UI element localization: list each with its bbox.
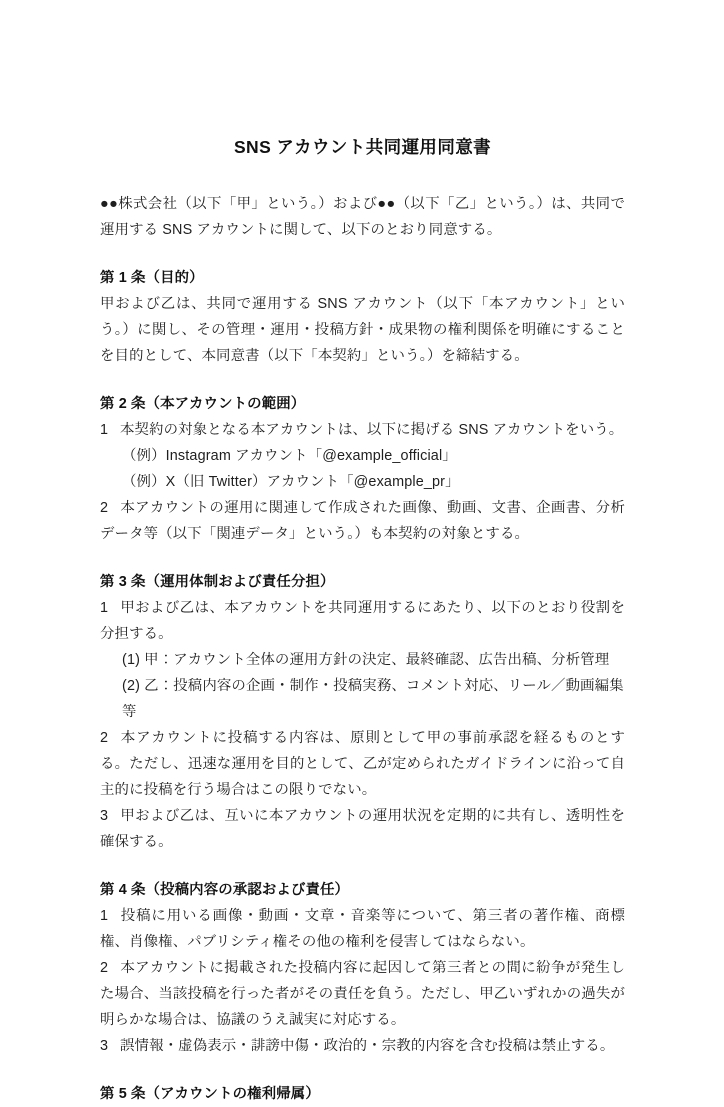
- item-number: 2: [100, 959, 109, 976]
- item-number: 1: [100, 599, 109, 616]
- article-3-item-1: [100, 595, 625, 647]
- page-title: SNS アカウント共同運用同意書: [233, 137, 492, 157]
- article-1-heading: 第 1 条（目的）: [100, 269, 204, 286]
- article-2-item-1: [100, 417, 625, 443]
- article-3-item-1-subitem-2: (2) 乙：投稿内容の企画・制作・投稿実務、コメント対応、リール／動画編集等: [122, 677, 624, 720]
- article-2-item-2: [100, 495, 625, 547]
- item-text: 甲および乙は、本アカウントを共同運用するにあたり、以下のとおり役割を分担する。: [100, 599, 625, 642]
- article-5-heading: 第 5 条（アカウントの権利帰属）: [100, 1085, 320, 1102]
- item-number: 3: [100, 807, 109, 824]
- document-content: [100, 0, 625, 1107]
- item-text: 投稿に用いる画像・動画・文章・音楽等について、第三者の著作権、商標権、肖像権、パブリシティ権その他の権利を侵害してはならない。: [100, 907, 625, 950]
- article-2-item-1-subitem-1: （例）Instagram アカウント「@example_official」: [122, 447, 457, 464]
- article-3: [100, 569, 625, 855]
- article-1: [100, 265, 625, 369]
- article-4-item-3: [100, 1033, 625, 1059]
- article-2: [100, 391, 625, 547]
- item-number: 2: [100, 729, 109, 746]
- article-1-body: 甲および乙は、共同で運用する SNS アカウント（以下「本アカウント」という。）に関し、その管理・運用・投稿方針・成果物の権利関係を明確にすることを目的として、本同意書（以下「本契約」という。）を締結する。: [100, 295, 625, 364]
- article-3-item-2: [100, 725, 625, 803]
- item-text: 本アカウントに掲載された投稿内容に起因して第三者との間に紛争が発生した場合、当該投稿を行った者がその責任を負う。ただし、甲乙いずれかの過失が明らかな場合は、協議のうえ誠実に対応する。: [100, 959, 625, 1028]
- item-text: 甲および乙は、互いに本アカウントの運用状況を定期的に共有し、透明性を確保する。: [100, 807, 625, 850]
- item-number: 1: [100, 907, 109, 924]
- article-4-item-2: [100, 955, 625, 1033]
- article-4-heading: 第 4 条（投稿内容の承認および責任）: [100, 881, 350, 898]
- item-text: 本契約の対象となる本アカウントは、以下に掲げる SNS アカウントをいう。: [120, 421, 624, 438]
- article-4: [100, 877, 625, 1059]
- article-4-item-1: [100, 903, 625, 955]
- article-2-item-1-subitem-2: （例）X（旧 Twitter）アカウント「@example_pr」: [122, 473, 460, 490]
- item-text: 本アカウントの運用に関連して作成された画像、動画、文書、企画書、分析データ等（以下「関連データ」という。）も本契約の対象とする。: [100, 499, 625, 542]
- article-3-item-3: [100, 803, 625, 855]
- article-3-heading: 第 3 条（運用体制および責任分担）: [100, 573, 335, 590]
- item-text: 本アカウントに投稿する内容は、原則として甲の事前承認を経るものとする。ただし、迅速な運用を目的として、乙が定められたガイドラインに沿って自主的に投稿を行う場合はこの限りでない。: [100, 729, 625, 798]
- article-2-heading: 第 2 条（本アカウントの範囲）: [100, 395, 306, 412]
- article-3-item-1-subitem-1: (1) 甲：アカウント全体の運用方針の決定、最終確認、広告出稿、分析管理: [122, 651, 610, 668]
- item-number: 2: [100, 499, 109, 516]
- article-5: [100, 1081, 625, 1107]
- intro-paragraph: ●●株式会社（以下「甲」という。）および●●（以下「乙」という。）は、共同で運用する SNS アカウントに関して、以下のとおり同意する。: [100, 195, 625, 238]
- item-number: 1: [100, 421, 109, 438]
- item-text: 誤情報・虚偽表示・誹謗中傷・政治的・宗教的内容を含む投稿は禁止する。: [120, 1037, 615, 1054]
- item-number: 3: [100, 1037, 109, 1054]
